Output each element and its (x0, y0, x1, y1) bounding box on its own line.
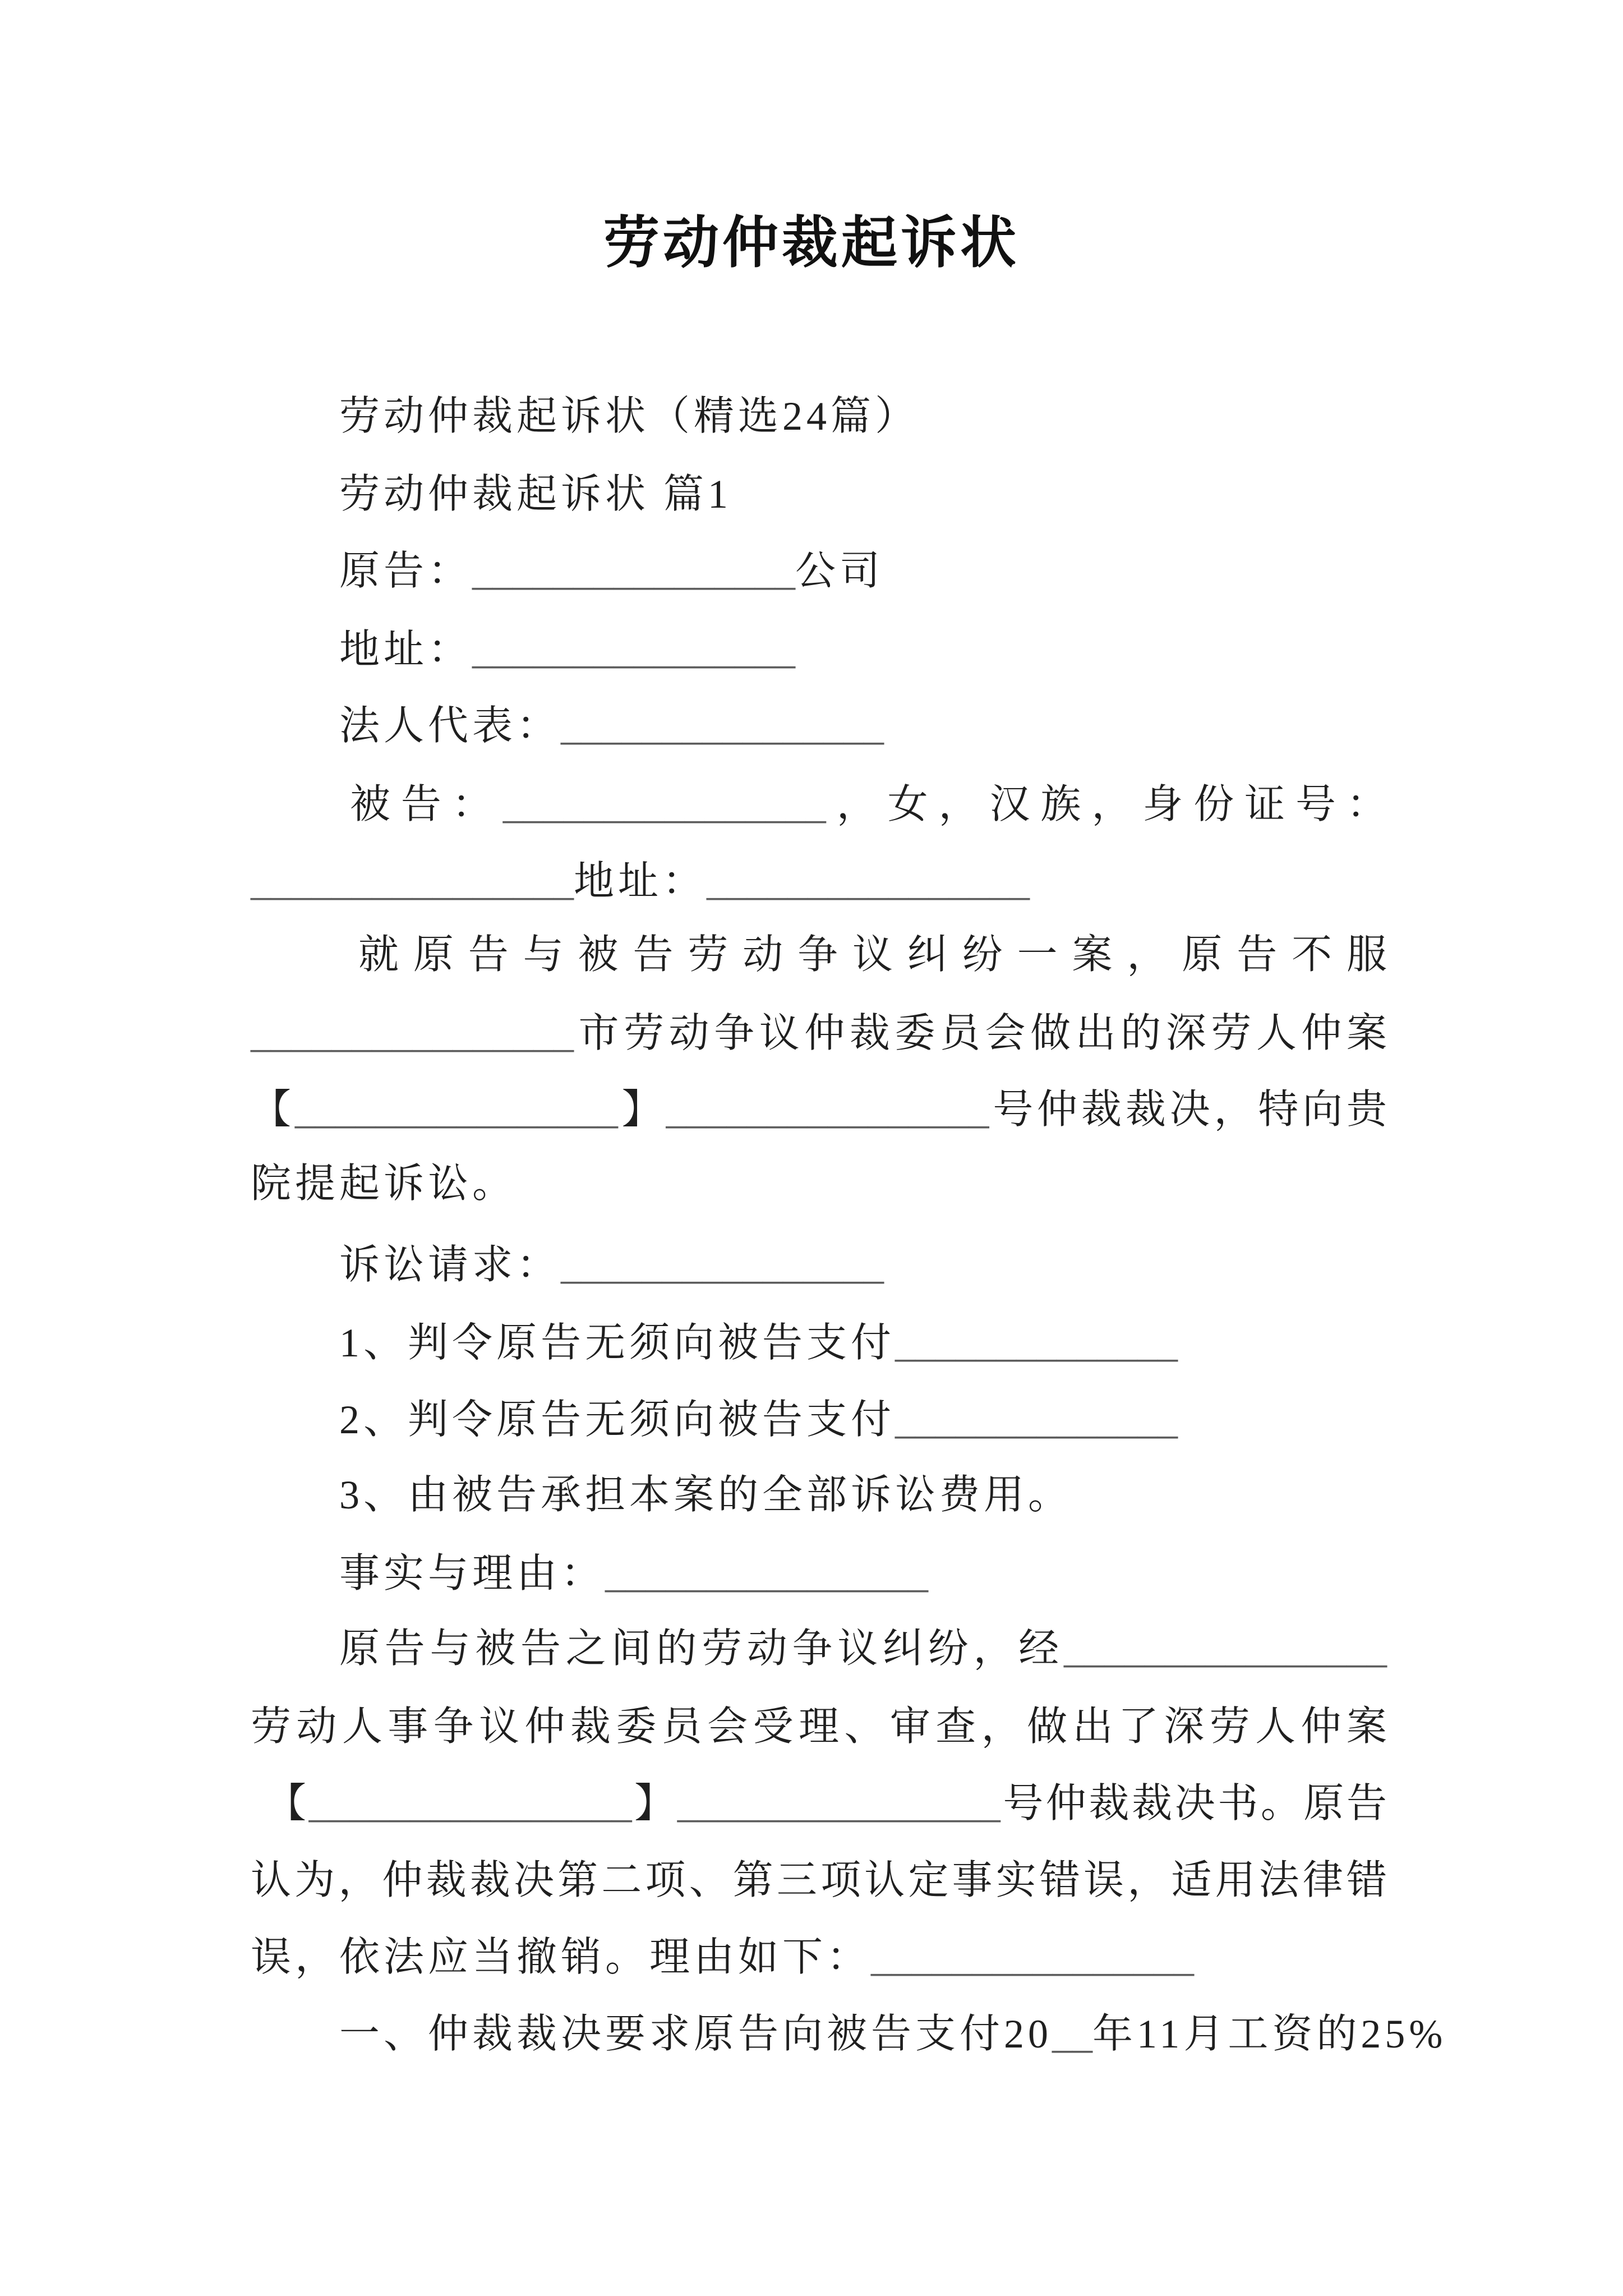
blank-field: ________________ (677, 1781, 1000, 1826)
paragraph-line: 【________________】________________号仲裁裁决书。原告 (266, 1781, 1387, 1826)
blank-field: ________________ (251, 859, 574, 904)
blank-field: ______________ (895, 1320, 1178, 1365)
blank-field: ______________ (895, 1397, 1178, 1442)
claims-heading: 诉讼请求：________________ (339, 1243, 884, 1287)
claim-item-2: 2、判令原告无须向被告支付______________ (339, 1397, 1178, 1442)
paragraph-line: 误，依法应当撤销。理由如下：________________ (251, 1935, 1195, 1980)
blank-field: ________________ (502, 782, 826, 827)
collection-heading: 劳动仲裁起诉状（精选24篇） (339, 394, 920, 439)
paragraph-line: 就原告与被告劳动争议纠纷一案，原告不服 (358, 932, 1387, 977)
paragraph-line: 原告与被告之间的劳动争议纠纷，经________________ (339, 1626, 1387, 1671)
blank-field: ________________ (666, 1087, 989, 1132)
blank-field: ________________ (472, 549, 796, 593)
paragraph-line: 劳动人事争议仲裁委员会受理、审查，做出了深劳人仲案 (251, 1704, 1387, 1749)
claim-item-3: 3、由被告承担本案的全部诉讼费用。 (339, 1473, 1073, 1517)
blank-field: ________________ (294, 1087, 618, 1132)
blank-field: ________________ (561, 703, 884, 748)
defendant-address-line: ________________地址：________________ (251, 859, 1030, 904)
blank-field: __ (1052, 2012, 1093, 2056)
paragraph-line: 院提起诉讼。 (251, 1161, 517, 1206)
facts-heading: 事实与理由：________________ (339, 1551, 929, 1596)
plaintiff-line: 原告：________________公司 (339, 549, 884, 593)
article-heading: 劳动仲裁起诉状 篇1 (339, 472, 732, 517)
blank-field: ________________ (871, 1935, 1195, 1980)
paragraph-line: 认为，仲裁裁决第二项、第三项认定事实错误，适用法律错 (251, 1858, 1387, 1903)
blank-field: ________________ (251, 1011, 574, 1056)
blank-field: ________________ (561, 1243, 884, 1287)
legal-representative-line: 法人代表：________________ (339, 703, 884, 748)
blank-field: ________________ (308, 1781, 632, 1826)
paragraph-line: 【________________】________________号仲裁裁决，特向贵 (251, 1087, 1387, 1132)
blank-field: ________________ (472, 627, 796, 672)
paragraph-line: ________________市劳动争议仲裁委员会做出的深劳人仲案 (251, 1011, 1387, 1056)
defendant-line: 被告：________________，女，汉族，身份证号： (350, 782, 1387, 827)
reason-item-1: 一、仲裁裁决要求原告向被告支付20__年11月工资的25% (339, 2012, 1447, 2056)
blank-field: ________________ (605, 1551, 929, 1596)
document-title: 劳动仲裁起诉状 (603, 212, 1020, 274)
blank-field: ________________ (707, 859, 1030, 904)
blank-field: ________________ (1064, 1626, 1387, 1671)
plaintiff-address-line: 地址：________________ (339, 627, 796, 672)
claim-item-1: 1、判令原告无须向被告支付______________ (339, 1320, 1178, 1365)
